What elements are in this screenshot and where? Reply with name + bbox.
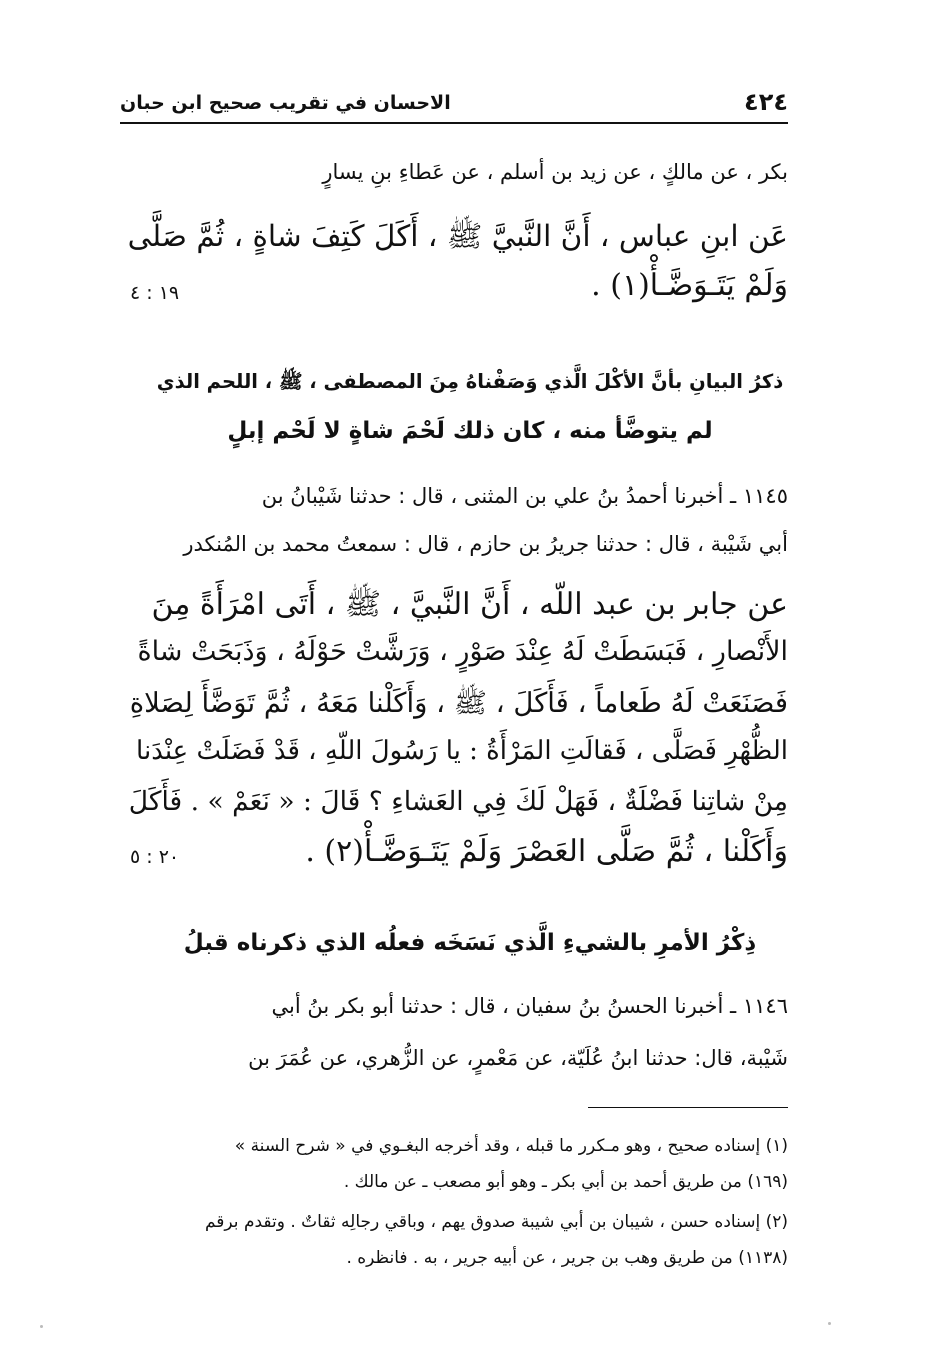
matn-line: عَن ابنِ عباس ، أَنَّ النَّبيَّ ﷺ ، أَكَلَ كَتِفَ شاةٍ ، ثُمَّ صَلَّى [127, 219, 788, 253]
chapter-heading: ذِكْرُ الأمرِ بالشيءِ الَّذي نَسَخَه فعلُه الذي ذكرناه قبلُ [183, 930, 757, 956]
isnad-line: ١١٤٥ ـ أخبرنا أحمدُ بنُ علي بن المثنى ، قال : حدثنا شَيْبانُ بن [261, 484, 788, 508]
footnote-line: (١٦٩) من طريق أحمد بن أبي بكر ـ وهو أبو مصعب ـ عن مالك . [343, 1172, 788, 1192]
scan-speck [40, 1325, 43, 1328]
matn-line: وَأَكَلْنا ، ثُمَّ صَلَّى العَصْرَ وَلَمْ يَتَـوَضَّـأْ(٢) . [305, 834, 788, 869]
reference-number: ٢٠ : ٥ [130, 846, 180, 868]
chapter-heading: لم يتوضَّأ منه ، كان ذلك لَحْمَ شاةٍ لا لَحْم إبلٍ [227, 418, 713, 444]
isnad-line: ١١٤٦ ـ أخبرنا الحسنُ بنُ سفيان ، قال : حدثنا أبو بكر بنُ أبي [271, 994, 788, 1018]
isnad-line: شَيْبة، قال: حدثنا ابنُ عُلَيّة، عن مَعْمرٍ، عن الزُّهري، عن عُمَرَ بن [248, 1046, 788, 1070]
isnad-line: أبي شَيْبة ، قال : حدثنا جريرُ بن حازم ، قال : سمعتُ محمد بن المُنكدر [183, 532, 788, 556]
footnote-line: (١) إسناده صحيح ، وهو مـكرر ما قبله ، وقد أخرجه البغـوي في « شرح السنة » [234, 1136, 788, 1156]
reference-number: ١٩ : ٤ [130, 282, 180, 304]
footnote-line: (١١٣٨) من طريق وهب بن جرير ، عن أبيه جرير ، به . فانظره . [346, 1248, 788, 1268]
matn-line: فَصَنَعَتْ لَهُ طَعاماً ، فَأَكَلَ ، ﷺ ، وَأَكَلْنا مَعَهُ ، ثُمَّ تَوَضَّأَ لِصَلاةِ [129, 687, 788, 719]
page-number: ٤٢٤ [744, 88, 788, 116]
footnote-divider [588, 1107, 788, 1108]
footnote-line: (٢) إسناده حسن ، شيبان بن أبي شيبة صدوق يهم ، وباقي رجالِه ثقاتٌ . وتقدم برقم [204, 1212, 788, 1232]
scan-speck [828, 1322, 831, 1325]
matn-line: مِنْ شاتِنا فَضْلَةٌ ، فَهَلْ لَكَ فِي العَشاءِ ؟ قَالَ : « نَعَمْ » . فَأَكَلَ [128, 786, 788, 817]
matn-line: وَلَمْ يَتَـوَضَّـأْ(١) . [591, 268, 788, 303]
isnad-line: بكر ، عن مالكٍ ، عن زيد بن أسلم ، عن عَطاءِ بنِ يسارٍ [322, 160, 788, 184]
matn-line: عن جابر بن عبد اللّه ، أَنَّ النَّبيَّ ، ﷺ ، أَتَى امْرَأَةً مِنَ [151, 587, 788, 622]
matn-line: الظُّهْرِ فَصَلَّى ، فَقالَتِ المَرْأَةُ : يا رَسُولَ اللّهِ ، قَدْ فَضَلَتْ عِنْدَنا [136, 736, 788, 766]
running-title: الاحسان في تقريب صحيح ابن حبان [120, 92, 451, 114]
chapter-heading: ذكرُ البيانِ بأنَّ الأكْلَ الَّذي وَصَفْناهُ مِنَ المصطفى ، ﷺ ، اللحم الذي [156, 370, 784, 393]
running-head [120, 88, 788, 124]
matn-line: الأَنْصارِ ، فَبَسَطَتْ لَهُ عِنْدَ صَوْرٍ ، وَرَشَّتْ حَوْلَهُ ، وَذَبَحَتْ شاةً [137, 636, 788, 667]
